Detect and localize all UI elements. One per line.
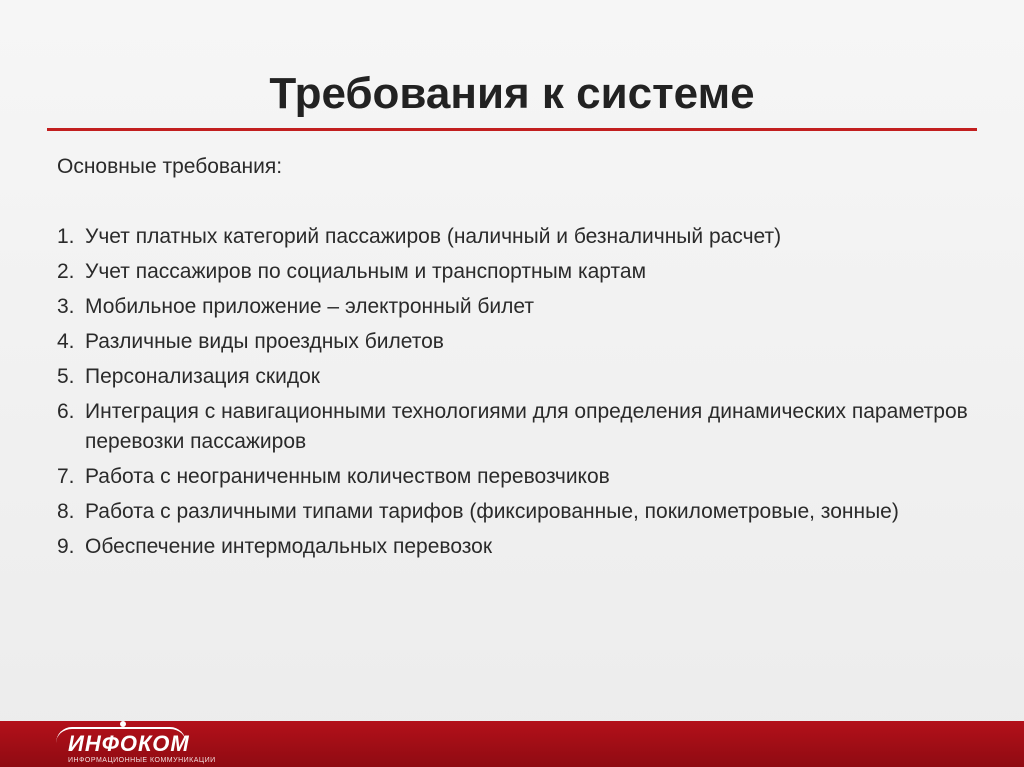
list-item-number: 6.	[57, 400, 75, 423]
list-item-number: 7.	[57, 465, 75, 488]
logo-name: ИНФОКОМ	[68, 731, 190, 756]
list-item-text: Обеспечение интермодальных перевозок	[85, 535, 493, 558]
list-item-number: 8.	[57, 500, 75, 523]
list-item	[57, 397, 972, 457]
list-item-number: 3.	[57, 295, 75, 318]
list-item-number: 5.	[57, 365, 75, 388]
list-item	[57, 292, 972, 322]
list-item	[57, 327, 972, 357]
list-item	[57, 257, 972, 287]
footer-bar	[0, 721, 1024, 767]
list-item-text: Персонализация скидок	[85, 365, 320, 388]
list-item-text: Интеграция с навигационными технологиями для определения динамических параметров перевозки пассажиров	[85, 400, 968, 453]
list-item-number: 4.	[57, 330, 75, 353]
list-item-text: Учет пассажиров по социальным и транспортным картам	[85, 260, 647, 283]
requirements-list	[57, 222, 972, 567]
list-item	[57, 362, 972, 392]
infokom-logo	[46, 725, 246, 765]
list-item	[57, 222, 972, 252]
list-item-text: Мобильное приложение – электронный билет	[85, 295, 534, 318]
list-item	[57, 462, 972, 492]
list-item-number: 9.	[57, 535, 75, 558]
list-item-text: Учет платных категорий пассажиров (наличный и безналичный расчет)	[85, 225, 782, 248]
list-item-text: Работа с неограниченным количеством перевозчиков	[85, 465, 610, 488]
slide-title: Требования к системе	[269, 69, 755, 118]
list-item-number: 2.	[57, 260, 75, 283]
logo-tagline: ИНФОРМАЦИОННЫЕ КОММУНИКАЦИИ	[68, 757, 216, 764]
list-item	[57, 532, 972, 562]
list-item-text: Различные виды проездных билетов	[85, 330, 444, 353]
slide-subtitle: Основные требования:	[57, 155, 283, 178]
logo-dot-icon	[120, 721, 126, 727]
list-item-number: 1.	[57, 225, 75, 248]
list-item-text: Работа с различными типами тарифов (фиксированные, покилометровые, зонные)	[85, 500, 899, 523]
list-item	[57, 497, 972, 527]
title-divider	[47, 128, 977, 131]
